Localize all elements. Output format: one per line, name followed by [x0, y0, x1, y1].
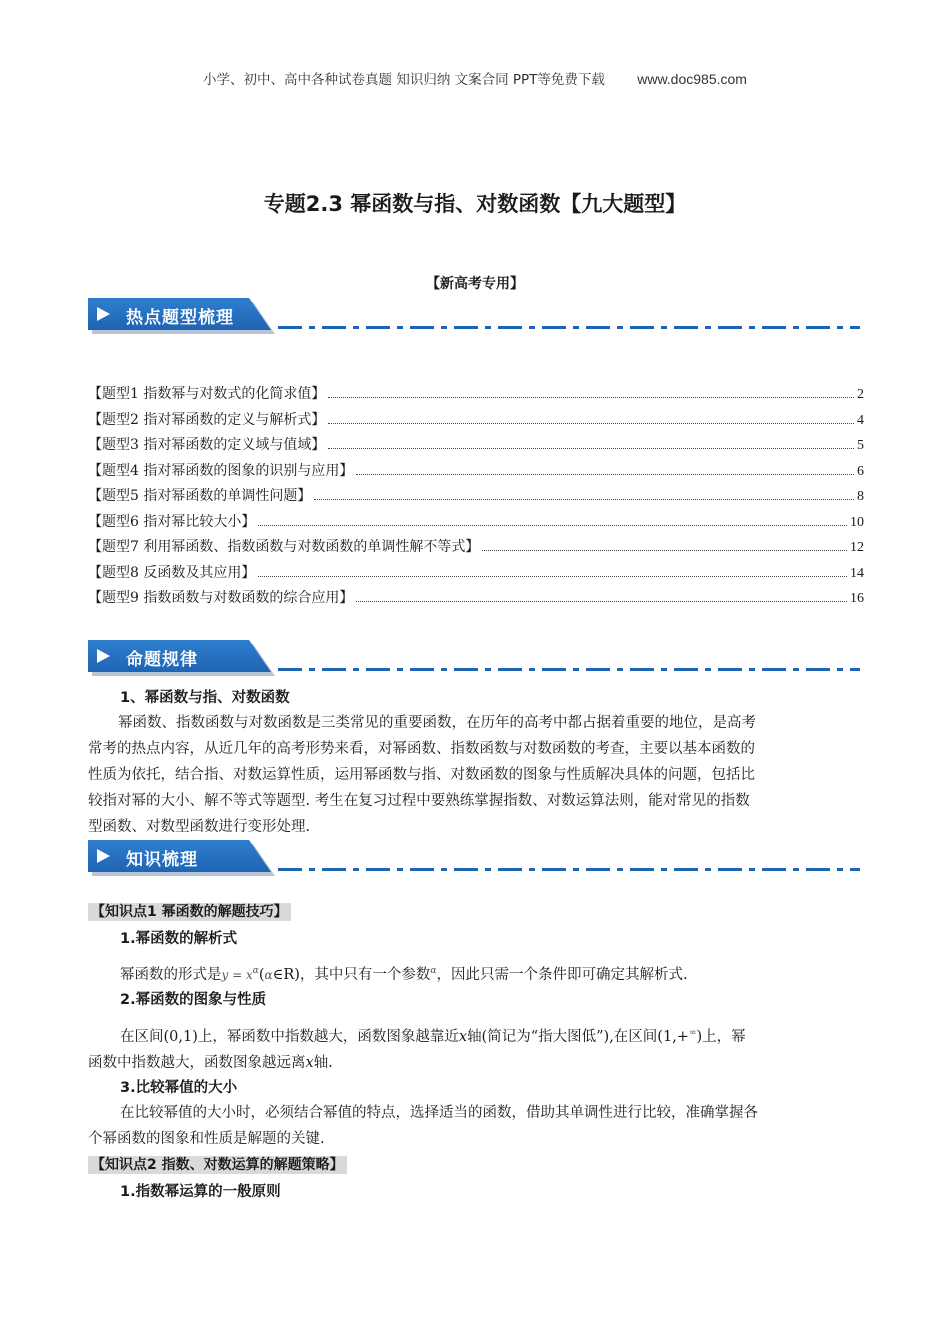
- site-header: [0, 68, 950, 88]
- toc-page: 6: [857, 463, 864, 479]
- section-banner-knowledge: [88, 840, 273, 874]
- paragraph-line: 性质为依托，结合指、对数运算性质，运用幂函数与指、对数函数的图象与性质解决具体的问题，包括比: [88, 767, 755, 783]
- toc-label: 【题型2 指对幂函数的定义与解析式】: [88, 411, 326, 428]
- toc-label: 【题型5 指对幂函数的单调性问题】: [88, 488, 312, 504]
- toc-label: 【题型1 指数幂与对数式的化简求值】: [88, 386, 326, 402]
- kp1-section3-text: 在比较幂值的大小时，必须结合幂值的特点，选择适当的函数，借助其单调性进行比较，准确掌握各 个幂函数的图象和性质是解题的关键.: [88, 1105, 758, 1147]
- toc-page: 8: [857, 489, 864, 504]
- kp1-section1-heading: 1.幂函数的解析式: [120, 931, 238, 947]
- header-site-link[interactable]: www.doc985.com: [637, 71, 747, 87]
- toc-item[interactable]: [88, 485, 864, 505]
- section-banner-rules: [88, 640, 273, 674]
- power-function-formula: y = x: [221, 967, 253, 982]
- toc-page: 5: [857, 438, 864, 453]
- play-arrow-icon: [97, 307, 110, 321]
- rules-paragraph: [88, 710, 868, 840]
- kp1-section2-heading: 2.幂函数的图象与性质: [120, 992, 267, 1008]
- toc-label: 【题型4 指对幂函数的图象的识别与应用】: [88, 462, 354, 479]
- kp2-section1-heading: 1.指数幂运算的一般原则: [120, 1184, 281, 1200]
- kp1-section2-text: 在区间(0,1)上，幂函数中指数越大，函数图象越靠近x轴(简记为“指大图低”),在区间(1,+∞)上，幂 函数中指数越大，函数图象越远离x轴.: [88, 1028, 746, 1071]
- toc-item[interactable]: [88, 536, 864, 556]
- toc-item[interactable]: [88, 587, 864, 607]
- toc-page: 14: [850, 565, 864, 581]
- banner-title: 命题规律: [126, 650, 198, 670]
- alpha-symbol: α: [430, 966, 437, 976]
- banner-title: 热点题型梳理: [126, 308, 234, 328]
- toc-label: 【题型3 指对幂函数的定义域与值域】: [88, 437, 326, 453]
- toc-label: 【题型9 指数函数与对数函数的综合应用】: [88, 590, 354, 606]
- toc-label: 【题型7 利用幂函数、指数函数与对数函数的单调性解不等式】: [88, 539, 480, 555]
- toc-page: 12: [850, 540, 864, 555]
- dashed-divider: [278, 868, 860, 871]
- banner-title: 知识梳理: [126, 850, 198, 870]
- play-arrow-icon: [97, 849, 110, 863]
- rules-heading: 1、幂函数与指、对数函数: [120, 690, 290, 706]
- dashed-divider: [278, 326, 860, 329]
- section-banner-hot-topics: [88, 298, 273, 332]
- play-arrow-icon: [97, 649, 110, 663]
- alpha-symbol: α: [264, 967, 273, 982]
- dashed-divider: [278, 668, 860, 671]
- document-title: 专题2.3 幂函数与指、对数函数【九大题型】: [263, 192, 687, 216]
- toc-page: 16: [850, 591, 864, 606]
- toc-label: 【题型8 反函数及其应用】: [88, 564, 256, 581]
- toc-page: 10: [850, 514, 864, 530]
- kp1-section3-heading: 3.比较幂值的大小: [120, 1080, 238, 1096]
- toc-page: 2: [857, 387, 864, 402]
- kp1-section1-text: 幂函数的形式是$y = x^\alpha(\alpha\in R)$，其中只有一个参数$^\alpha$，因此只需一个条件即可确定其解析式.: [120, 966, 688, 983]
- toc-item[interactable]: [88, 434, 864, 454]
- toc-item[interactable]: [88, 460, 864, 480]
- header-tagline: 小学、初中、高中各种试卷真题 知识归纳 文案合同 PPT等免费下载: [203, 72, 605, 88]
- toc-item[interactable]: [88, 409, 864, 429]
- infinity-symbol: ∞: [688, 1028, 697, 1038]
- paragraph-line: 较指对幂的大小、解不等式等题型. 考生在复习过程中要熟练掌握指数、对数运算法则，能对常见的指数: [88, 793, 750, 809]
- document-subtitle: 【新高考专用】: [426, 276, 524, 292]
- toc-item[interactable]: [88, 562, 864, 582]
- paragraph-line: 型函数、对数型函数进行变形处理.: [88, 819, 311, 835]
- paragraph-line: 常考的热点内容，从近几年的高考形势来看，对幂函数、指数函数与对数函数的考查，主要以基本函数的: [88, 741, 755, 757]
- toc-page: 4: [857, 412, 864, 428]
- knowledge-point-label: 【知识点1 幂函数的解题技巧】: [88, 903, 291, 921]
- toc-item[interactable]: [88, 383, 864, 403]
- toc-item[interactable]: [88, 511, 864, 531]
- toc-label: 【题型6 指对幂比较大小】: [88, 513, 256, 530]
- knowledge-point-label: 【知识点2 指数、对数运算的解题策略】: [88, 1156, 347, 1174]
- paragraph-line: 幂函数、指数函数与对数函数是三类常见的重要函数，在历年的高考中都占据着重要的地位，是高考: [118, 715, 756, 731]
